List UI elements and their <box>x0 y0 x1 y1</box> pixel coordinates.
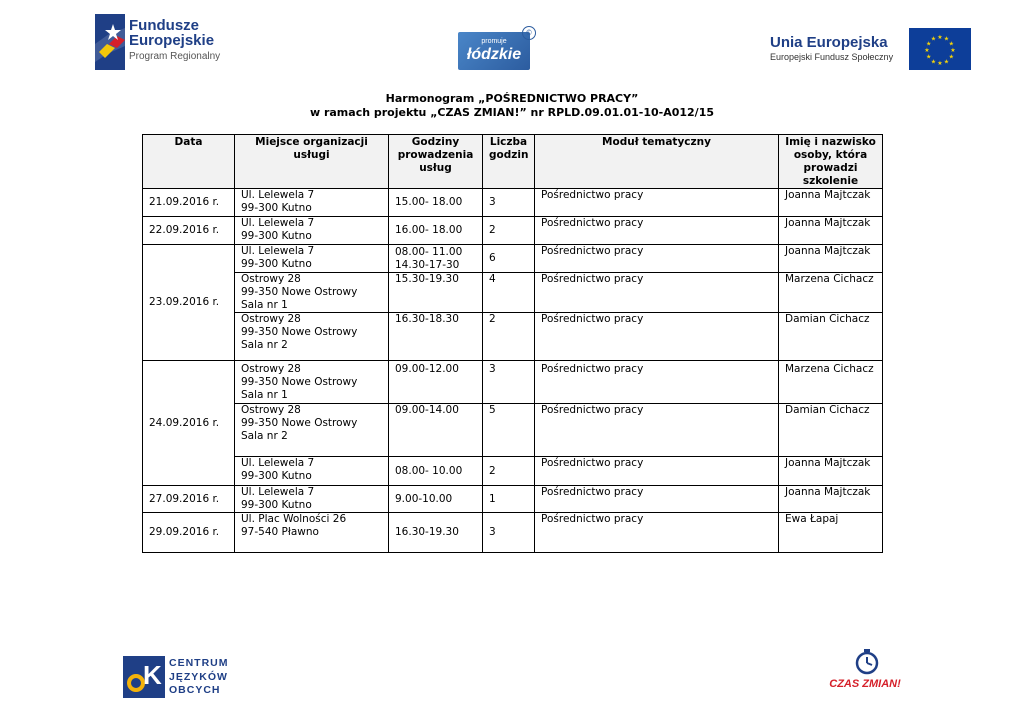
cjo-logo-line1: CENTRUM <box>169 657 229 669</box>
ue-logo-line1: Unia Europejska <box>770 34 888 51</box>
cell-place: Ul. Lelewela 7 99-300 Kutno <box>235 189 389 217</box>
cell-count: 2 <box>483 457 535 486</box>
cell-trainer: Joanna Majtczak <box>779 486 883 513</box>
cell-hours: 09.00-12.00 <box>389 361 483 404</box>
table-row <box>143 273 883 313</box>
cell-trainer: Joanna Majtczak <box>779 189 883 217</box>
cell-hours: 15.30-19.30 <box>389 273 483 313</box>
svg-text:★: ★ <box>930 58 937 66</box>
lodz-logo-small: promuje <box>481 38 507 45</box>
unia-europejska-logo <box>770 28 970 70</box>
svg-text:★: ★ <box>924 47 930 54</box>
svg-text:★: ★ <box>930 35 937 43</box>
cell-trainer: Damian Cichacz <box>779 404 883 457</box>
svg-text:★: ★ <box>948 40 954 48</box>
cell-hours: 16.30-18.30 <box>389 313 483 361</box>
table-row <box>143 457 883 486</box>
table-row <box>143 513 883 553</box>
cell-module: Pośrednictwo pracy <box>535 189 779 217</box>
cell-date: 24.09.2016 r. <box>143 361 235 486</box>
cell-place: Ostrowy 28 99-350 Nowe Ostrowy Sala nr 2 <box>235 313 389 361</box>
cell-hours: 15.00- 18.00 <box>389 189 483 217</box>
cell-hours: 16.30-19.30 <box>389 513 483 553</box>
cell-count: 3 <box>483 189 535 217</box>
cell-trainer: Joanna Majtczak <box>779 457 883 486</box>
cell-module: Pośrednictwo pracy <box>535 313 779 361</box>
svg-text:★: ★ <box>926 53 932 61</box>
header-date: Data <box>143 135 235 189</box>
cell-trainer: Marzena Cichacz <box>779 273 883 313</box>
table-row <box>143 486 883 513</box>
header-trainer: Imię i nazwisko osoby, która prowadzi szkolenie <box>779 135 883 189</box>
cjo-mark-icon <box>123 656 165 698</box>
document-title <box>0 92 1024 120</box>
cell-module: Pośrednictwo pracy <box>535 273 779 313</box>
fundusze-europejskie-logo <box>95 14 245 72</box>
svg-text:★: ★ <box>943 35 950 43</box>
cell-count: 3 <box>483 513 535 553</box>
cell-trainer: Marzena Cichacz <box>779 361 883 404</box>
cell-hours: 16.00- 18.00 <box>389 217 483 245</box>
cell-count: 6 <box>483 245 535 273</box>
cell-place: Ostrowy 28 99-350 Nowe Ostrowy Sala nr 2 <box>235 404 389 457</box>
eu-flag-icon <box>909 28 971 70</box>
cell-module: Pośrednictwo pracy <box>535 486 779 513</box>
header-place: Miejsce organizacji usługi <box>235 135 389 189</box>
cell-place: Ul. Lelewela 7 99-300 Kutno <box>235 486 389 513</box>
fe-logo-line3: Program Regionalny <box>129 51 221 62</box>
header-count: Liczba godzin <box>483 135 535 189</box>
cell-module: Pośrednictwo pracy <box>535 404 779 457</box>
svg-text:★: ★ <box>950 47 956 54</box>
cell-trainer: Ewa Łapaj <box>779 513 883 553</box>
cell-date: 29.09.2016 r. <box>143 513 235 553</box>
cell-date: 21.09.2016 r. <box>143 189 235 217</box>
table-row <box>143 245 883 273</box>
czas-zmian-logo <box>820 648 910 694</box>
centrum-jezykow-obcych-logo <box>123 656 229 698</box>
cell-trainer: Damian Cichacz <box>779 313 883 361</box>
fe-logo-line2: Europejskie <box>129 32 215 49</box>
cell-module: Pośrednictwo pracy <box>535 361 779 404</box>
cell-place: Ul. Plac Wolności 26 97-540 Pławno <box>235 513 389 553</box>
cell-module: Pośrednictwo pracy <box>535 457 779 486</box>
table-row <box>143 313 883 361</box>
cell-module: Pośrednictwo pracy <box>535 217 779 245</box>
cell-count: 5 <box>483 404 535 457</box>
cell-date: 27.09.2016 r. <box>143 486 235 513</box>
cell-place: Ul. Lelewela 7 99-300 Kutno <box>235 245 389 273</box>
promuje-lodzkie-logo <box>458 26 536 72</box>
cell-count: 2 <box>483 313 535 361</box>
cell-place: Ostrowy 28 99-350 Nowe Ostrowy Sala nr 1 <box>235 273 389 313</box>
lodz-logo-big: łódzkie <box>466 46 522 63</box>
header-module: Moduł tematyczny <box>535 135 779 189</box>
cell-count: 4 <box>483 273 535 313</box>
cell-date: 23.09.2016 r. <box>143 245 235 361</box>
cjo-logo-text <box>169 657 229 698</box>
fe-logo-text <box>129 18 220 64</box>
cell-module: Pośrednictwo pracy <box>535 513 779 553</box>
table-header-row <box>143 135 883 189</box>
svg-text:★: ★ <box>926 40 932 48</box>
cell-count: 2 <box>483 217 535 245</box>
svg-text:★: ★ <box>943 58 950 66</box>
cell-hours: 09.00-14.00 <box>389 404 483 457</box>
cjo-logo-line2: JĘZYKÓW <box>169 670 228 683</box>
cell-place: Ul. Lelewela 7 99-300 Kutno <box>235 457 389 486</box>
table-row <box>143 361 883 404</box>
ue-logo-line2: Europejski Fundusz Społeczny <box>770 52 894 62</box>
cell-trainer: Joanna Majtczak <box>779 245 883 273</box>
title-line1: Harmonogram „POŚREDNICTWO PRACY” <box>385 92 639 105</box>
cell-module: Pośrednictwo pracy <box>535 245 779 273</box>
table-row <box>143 404 883 457</box>
clock-icon <box>853 648 881 676</box>
cell-hours: 08.00- 11.00 14.30-17-30 <box>389 245 483 273</box>
schedule-table <box>142 134 883 553</box>
cell-date: 22.09.2016 r. <box>143 217 235 245</box>
cell-hours: 9.00-10.00 <box>389 486 483 513</box>
title-line2: w ramach projektu „CZAS ZMIAN!” nr RPLD.09.01.01-10-A012/15 <box>309 106 715 119</box>
svg-text:★: ★ <box>948 53 954 61</box>
cjo-logo-line3: OBCYCH <box>169 684 221 696</box>
ue-logo-text <box>770 34 893 62</box>
svg-text:★: ★ <box>937 34 943 41</box>
table-row <box>143 189 883 217</box>
cell-count: 1 <box>483 486 535 513</box>
header-hours: Godziny prowadzenia usług <box>389 135 483 189</box>
fe-logo-line1: Fundusze <box>129 17 199 34</box>
svg-text:★: ★ <box>937 60 943 67</box>
cjo-k-letter: K <box>143 660 162 690</box>
cell-trainer: Joanna Majtczak <box>779 217 883 245</box>
copyright-icon: © <box>522 26 536 40</box>
cell-place: Ostrowy 28 99-350 Nowe Ostrowy Sala nr 1 <box>235 361 389 404</box>
cell-hours: 08.00- 10.00 <box>389 457 483 486</box>
fe-star-icon <box>95 14 125 70</box>
cell-count: 3 <box>483 361 535 404</box>
cell-place: Ul. Lelewela 7 99-300 Kutno <box>235 217 389 245</box>
table-row <box>143 217 883 245</box>
czas-zmian-text: CZAS ZMIAN! <box>829 678 901 690</box>
